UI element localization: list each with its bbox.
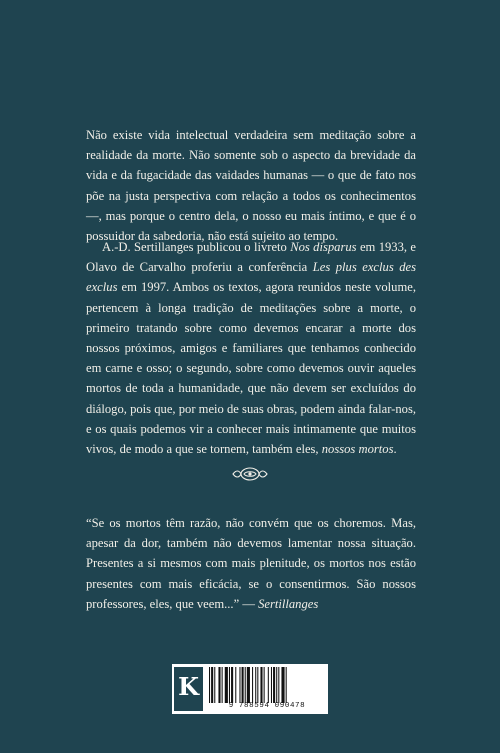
fleuron-ornament-icon — [231, 466, 269, 482]
sertillanges-quote — [86, 513, 416, 614]
publisher-logo — [174, 667, 203, 711]
description-paragraph — [86, 237, 416, 459]
conference-title: Les plus exclus des exclus — [86, 260, 417, 295]
description-text-d: . — [393, 442, 397, 457]
description-text-b: em 1933, e Olavo de Carvalho proferiu a conferência — [86, 240, 416, 275]
book-title-nos-disparus: Nos disparus — [290, 240, 357, 254]
isbn-number: 9 788594 090478 — [228, 702, 306, 710]
description-text-a: A.-D. Sertillanges publicou o livreto — [102, 240, 291, 254]
quote-author: Sertillanges — [258, 596, 319, 611]
barcode-bars — [208, 667, 326, 703]
description-paragraph-text — [86, 237, 416, 459]
quote-body: “Se os mortos têm razão, não convém que os choremos. Mas, apesar da dor, também não devemos lamentar nossa situação. Presentes a si mesmos com mais plenitude, os mortos nos estão presentes com mais eficácia, se o consentirmos. São nossos professores, eles, que veem...” — — [86, 516, 416, 611]
publisher-logo-letter: K — [178, 672, 199, 701]
intro-paragraph — [86, 125, 416, 246]
quote-text — [86, 513, 416, 614]
description-text-c: em 1997. Ambos os textos, agora reunidos neste volume, pertencem à longa tradição de meditações sobre a morte, o primeiro tratando sobre como devemos encarar a morte dos nossos próximos, amigos e familiares que tenhamos conhecido em carne e osso; o segundo, sobre como devemos ouvir aqueles mortos de toda a humanidade, que não devem ser excluídos do diálogo, pois que, por meio de suas obras, podem ainda falar-nos, e os quais podemos vir a conhecer mais intimamente que muitos vivos, de modo a que se tornem, também eles, — [86, 280, 416, 457]
intro-paragraph-text: Não existe vida intelectual verdadeira sem meditação sobre a realidade da morte. Não somente sob o aspecto da brevidade da vida e da fugacidade das vaidades humanas — o que de fato nos põe na justa perspectiva com relação a todos os conhecimentos —, mas porque o centro dela, o nosso eu mais íntimo, e que é o possuidor da sabedoria, não está sujeito ao tempo. — [86, 128, 416, 244]
nossos-mortos-title: nossos mortos — [321, 442, 394, 457]
isbn-barcode — [172, 664, 328, 714]
